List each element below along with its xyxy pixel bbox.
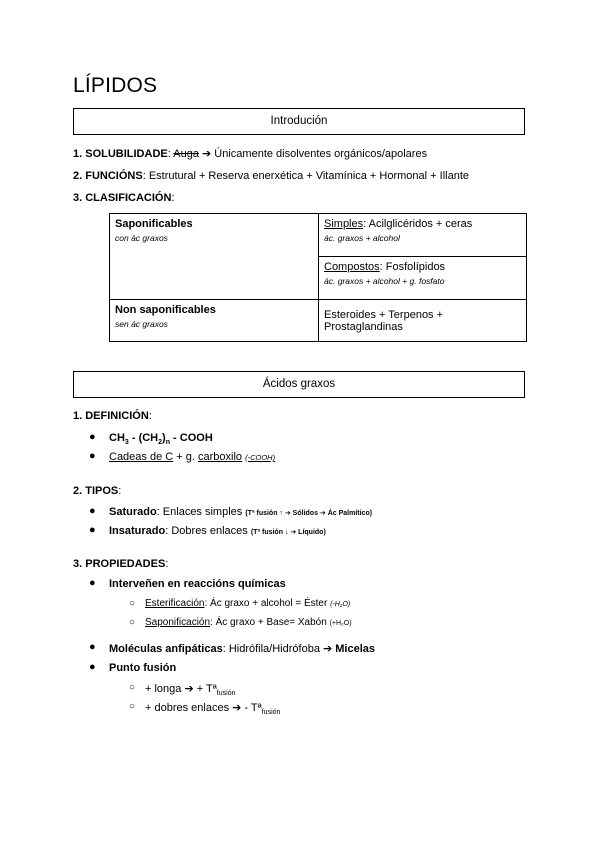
esterification-label: Esterificación	[145, 598, 205, 609]
struck-water: Auga	[173, 148, 199, 160]
saturated-note: (Tª fusión ↑ ➔ Sólidos ➔ Ác Palmítico)	[245, 510, 373, 517]
saponification-label: Saponificación	[145, 617, 211, 628]
non-saponifiable-types: Esteroides + Terpenos + Prostaglandinas	[324, 308, 444, 333]
non-saponifiable-subtitle: sen ác graxos	[115, 319, 168, 329]
section-header-label: Introdución	[270, 115, 328, 127]
longer-chain-text: + longa ➔ + Tª	[145, 683, 217, 695]
chain-label: Cadeas de C	[109, 451, 174, 463]
circle-bullet-icon: ○	[129, 701, 136, 712]
amphipathic-text: : Hidrófila/Hidrófoba ➔	[222, 643, 336, 655]
circle-bullet-icon: ○	[129, 682, 136, 693]
classification-label: 3. CLASIFICACIÓN	[73, 192, 172, 204]
compound-text: : Fosfolípidos	[379, 261, 446, 273]
formula-sub: 3	[124, 439, 129, 447]
bullet-icon: ●	[89, 505, 96, 517]
double-bonds-line	[145, 701, 280, 716]
unsaturated-note: (Tª fusión ↓ ➔ Líquido)	[250, 529, 326, 536]
reactions-line: Interveñen en reaccións químicas	[109, 578, 286, 590]
saturated-label: Saturado	[109, 506, 157, 518]
saponifiable-subtitle: con ác graxos	[115, 233, 168, 243]
arrow-icon: ➔	[202, 148, 212, 160]
esterification-line	[145, 598, 350, 609]
classification-table	[109, 213, 527, 342]
unsaturated-label: Insaturado	[109, 525, 166, 537]
unsaturated-text: : Dobres enlaces	[165, 525, 248, 537]
saponification-line	[145, 617, 352, 628]
saponification-text: : Ác graxo + Base= Xabón	[210, 617, 327, 628]
cooh-note: (-COOH)	[245, 453, 276, 462]
bullet-icon: ●	[89, 431, 96, 443]
plus-text: + g.	[173, 451, 198, 463]
formula-part: - COOH	[169, 432, 213, 444]
esterification-note: (-H₂O)	[330, 601, 351, 608]
chain-line	[109, 451, 275, 463]
formula-sub: n	[165, 439, 170, 447]
bullet-icon: ●	[89, 450, 96, 462]
carboxyl-label: carboxilo	[198, 451, 243, 463]
definition-label: 1. DEFINICIÓN	[73, 410, 149, 422]
classification-line: 3. CLASIFICACIÓN:	[73, 192, 175, 204]
types-label: 2. TIPOS	[73, 485, 119, 497]
simple-cell	[319, 214, 527, 257]
solubility-label: 1. SOLUBILIDADE	[73, 148, 168, 160]
simple-label: Simples	[324, 218, 364, 230]
bullet-icon: ●	[89, 524, 96, 536]
section-header-label: Ácidos graxos	[262, 378, 336, 390]
fusion-sub: fusión	[216, 690, 236, 698]
simple-text: : Acilglicéridos + ceras	[363, 218, 473, 230]
functions-text: Estrutural + Reserva enerxética + Vitamínica + Hormonal + Illante	[148, 170, 469, 182]
formula-part: - (CH	[128, 432, 159, 444]
non-saponifiable-types-cell	[319, 300, 527, 342]
definition-heading: 1. DEFINICIÓN:	[73, 410, 152, 422]
properties-heading: 3. PROPIEDADES:	[73, 558, 169, 570]
melting-point-line: Punto fusión	[109, 662, 177, 674]
formula-part: CH	[109, 432, 125, 444]
types-heading: 2. TIPOS:	[73, 485, 122, 497]
fusion-sub: fusión	[261, 709, 281, 717]
circle-bullet-icon: ○	[129, 598, 136, 609]
double-bonds-text: + dobres enlaces ➔ - Tª	[145, 702, 262, 714]
compound-label: Compostos	[324, 261, 380, 273]
functions-label: 2. FUNCIÓNS	[73, 170, 143, 182]
formula-sub: 2	[158, 439, 163, 447]
bullet-icon: ●	[89, 641, 96, 653]
bullet-icon: ●	[89, 661, 96, 673]
amphipathic-line	[109, 642, 375, 655]
compound-cell	[319, 257, 527, 300]
unsaturated-line	[109, 525, 326, 537]
non-saponifiable-cell	[110, 300, 319, 342]
esterification-text: : Ác graxo + alcohol = Éster	[204, 598, 328, 609]
section-header-fatty-acids	[73, 371, 525, 398]
compound-subtitle: ác. graxos + alcohol + g. fosfato	[324, 276, 445, 286]
simple-subtitle: ác. graxos + alcohol	[324, 233, 400, 243]
properties-label: 3. PROPIEDADES	[73, 558, 166, 570]
saponification-note: (+H₂O)	[329, 620, 352, 627]
saponifiable-cell	[110, 214, 319, 300]
solubility-text: Únicamente disolventes orgánicos/apolares	[214, 148, 428, 160]
solubility-line: 1. SOLUBILIDADE: Auga ➔ Únicamente disolventes orgánicos/apolares	[73, 148, 428, 160]
micelles-label: Micelas	[335, 643, 376, 655]
section-header-introduction	[73, 108, 525, 135]
circle-bullet-icon: ○	[129, 617, 136, 628]
saturated-line	[109, 506, 372, 518]
formula-part: )	[162, 432, 166, 444]
saponifiable-title: Saponificables	[115, 218, 193, 230]
formula-line	[109, 432, 213, 446]
longer-chain-line	[145, 682, 235, 697]
non-saponifiable-title: Non saponificables	[115, 304, 216, 316]
page-title: LÍPIDOS	[73, 74, 158, 97]
amphipathic-label: Moléculas anfipáticas	[109, 643, 223, 655]
saturated-text: : Enlaces simples	[156, 506, 243, 518]
functions-line: 2. FUNCIÓNS: Estrutural + Reserva enerxética + Vitamínica + Hormonal + Illante	[73, 170, 469, 182]
bullet-icon: ●	[89, 577, 96, 589]
